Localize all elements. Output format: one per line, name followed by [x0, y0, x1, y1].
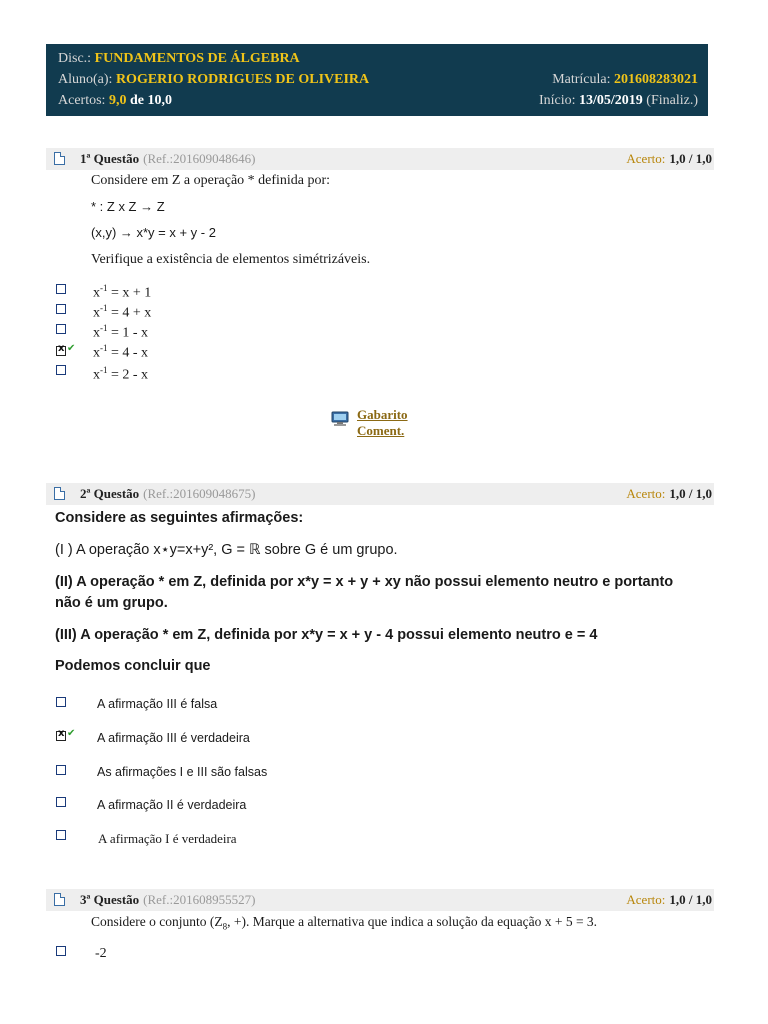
question-1-mapping: * : Z x Z → Z — [91, 199, 165, 214]
option-checkbox[interactable] — [56, 765, 66, 775]
student-name: ROGERIO RODRIGUES DE OLIVEIRA — [115, 72, 370, 87]
discipline-row — [58, 51, 698, 71]
option-checkbox[interactable] — [56, 324, 66, 334]
question-1-header — [46, 148, 714, 170]
option-checkbox[interactable] — [56, 284, 66, 294]
option-2b[interactable]: A afirmação III é verdadeira — [97, 731, 250, 745]
student-label: Aluno(a): — [58, 72, 113, 87]
question-ref: (Ref.:201608955527) — [143, 892, 256, 907]
document-icon — [54, 152, 65, 165]
option-1e[interactable]: $x^{-1} = 2 - x$ — [93, 365, 149, 383]
document-icon — [54, 893, 65, 906]
discipline-value: FUNDAMENTOS DE ÁLGEBRA — [94, 51, 300, 66]
start-date: 13/05/2019 — [579, 93, 643, 108]
option-checkbox-checked[interactable] — [56, 731, 66, 741]
hits-total: de 10,0 — [129, 93, 172, 108]
discipline-label: Disc.: — [58, 51, 92, 66]
student-row — [58, 72, 698, 92]
question-score: Acerto: 1,0 / 1,0 — [626, 892, 712, 907]
option-checkbox[interactable] — [56, 946, 66, 956]
option-1b[interactable]: $x^{-1} = 4 + x$ — [93, 303, 152, 321]
start-label: Início: — [538, 93, 576, 108]
registration — [552, 72, 698, 88]
document-icon — [54, 487, 65, 500]
question-title: 3ª Questão (Ref.:201608955527) — [80, 892, 256, 907]
option-2e[interactable]: A afirmação I é verdadeira — [98, 831, 237, 846]
question-2-statement-2: (II) A operação * em Z, definida por x*y = x + y + xy não possui elemento neutro e portanto — [55, 574, 674, 590]
question-ref: (Ref.:201609048646) — [143, 151, 256, 166]
hits-label: Acertos: — [58, 93, 106, 108]
option-checkbox[interactable] — [56, 830, 66, 840]
option-1a[interactable]: $x^{-1} = x + 1$ — [93, 283, 152, 301]
registration-label: Matrícula: — [552, 72, 611, 87]
hits-value: 9,0 — [108, 93, 127, 108]
option-checkbox[interactable] — [56, 304, 66, 314]
question-1-statement: Considere em Z a operação * definida por: — [91, 173, 331, 188]
option-checkbox[interactable] — [56, 697, 66, 707]
question-2-header — [46, 483, 714, 505]
question-ref: (Ref.:201609048675) — [143, 486, 256, 501]
option-3a[interactable]: -2 — [95, 946, 107, 961]
start-status: (Finaliz.) — [646, 93, 698, 108]
question-2-intro: Considere as seguintes afirmações: — [55, 510, 304, 526]
question-score: Acerto: 1,0 / 1,0 — [626, 151, 712, 166]
question-title: 1ª Questão (Ref.:201609048646) — [80, 151, 256, 166]
option-2c[interactable]: As afirmações I e III são falsas — [97, 765, 268, 779]
computer-icon[interactable] — [331, 411, 349, 427]
option-checkbox[interactable] — [56, 797, 66, 807]
question-3-header — [46, 889, 714, 911]
question-title: 2ª Questão (Ref.:201609048675) — [80, 486, 256, 501]
option-2d[interactable]: A afirmação II é verdadeira — [97, 798, 247, 812]
question-2-statement-1: (I ) A operação x⋆y=x+y², G = ℝ sobre G é um grupo. — [55, 542, 398, 558]
registration-value: 201608283021 — [614, 72, 698, 87]
exam-header — [46, 44, 708, 116]
question-2-conclusion: Podemos concluir que — [55, 658, 211, 674]
option-checkbox[interactable] — [56, 365, 66, 375]
question-2-statement-3: (III) A operação * em Z, definida por x*y = x + y - 4 possui elemento neutro e = 4 — [55, 627, 598, 643]
question-1-formula: (x,y) → x*y = x + y - 2 — [91, 225, 216, 240]
question-3-statement: Considere o conjunto ($Z_8$, +). Marque a alternativa que indica a solução da equação x + 5 = 3. — [91, 914, 598, 932]
score-row — [58, 93, 698, 113]
correct-check-icon: ✔ — [67, 728, 76, 739]
option-checkbox-checked[interactable] — [56, 346, 66, 356]
question-score: Acerto: 1,0 / 1,0 — [626, 486, 712, 501]
question-2-statement-2-cont: não é um grupo. — [55, 595, 168, 611]
start-info — [539, 93, 698, 109]
gabarito-comentado-link[interactable]: Gabarito Coment. — [357, 407, 408, 438]
question-1-instruction: Verifique a existência de elementos simétrizáveis. — [91, 252, 371, 267]
option-2a[interactable]: A afirmação III é falsa — [97, 697, 218, 711]
correct-check-icon: ✔ — [67, 343, 76, 354]
option-1c[interactable]: $x^{-1} = 1 - x$ — [93, 323, 149, 341]
option-1d[interactable]: $x^{-1} = 4 - x$ — [93, 343, 149, 361]
